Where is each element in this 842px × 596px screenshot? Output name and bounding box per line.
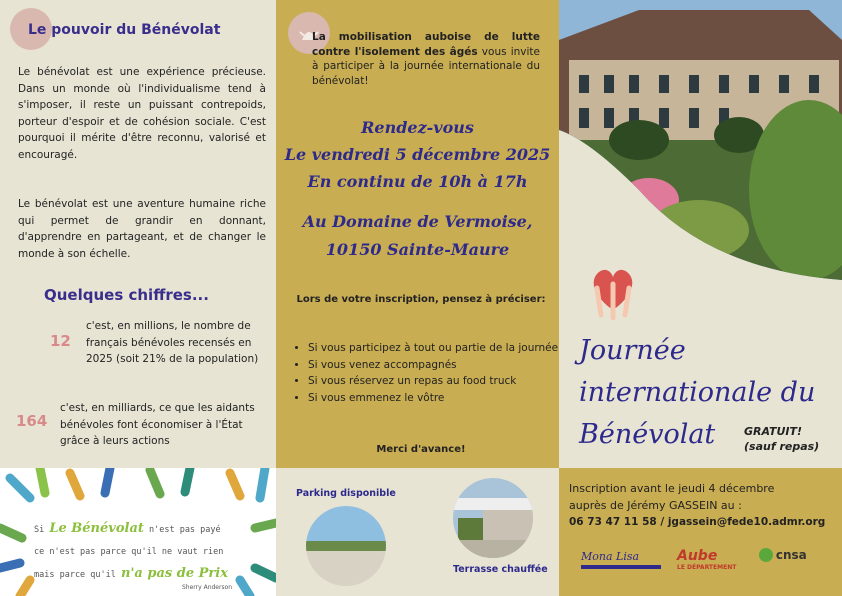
aube-logo xyxy=(677,548,736,571)
intro-rest: vous invite à participer à la journée internationale du bénévolat! xyxy=(312,45,540,87)
event-title-line: internationale du xyxy=(579,377,816,408)
quote-author: Sherry Anderson xyxy=(182,584,233,591)
event-title-line: Bénévolat xyxy=(579,419,716,450)
right-panel xyxy=(559,0,842,468)
inscription-note: Lors de votre inscription, pensez à préciser: xyxy=(296,294,546,305)
registration-contact: auprès de Jérémy GASSEIN au : xyxy=(569,499,742,512)
quote-part: n'est pas payé xyxy=(143,525,221,535)
terrace-caption: Terrasse chauffée xyxy=(453,564,548,575)
figure-text: c'est, en milliards, ce que les aidants bénévoles font économiser à l'État grâce à leurs actions xyxy=(60,402,255,447)
venue-address: 10150 Sainte-Maure xyxy=(325,240,510,259)
list-item: • Si vous réservez un repas au food truck xyxy=(308,373,568,390)
heart-hands-icon xyxy=(583,260,643,320)
intro-text xyxy=(312,30,540,88)
monalisa-logo xyxy=(581,550,661,569)
rdv-heading: Rendez-vous xyxy=(361,118,474,137)
registration-deadline: Inscription avant le jeudi 4 décembre xyxy=(569,482,775,495)
logo-subtext: LE DÉPARTEMENT xyxy=(677,564,737,571)
quote-part: mais parce qu'il xyxy=(34,570,121,580)
thanks-text: Merci d'avance! xyxy=(376,444,466,455)
section-title: Le pouvoir du Bénévolat xyxy=(28,22,221,38)
paragraph-adventure: Le bénévolat est une aventure humaine riche qui permet de grandir en donnant, d'apprendre en partageant, et de changer le monde à son échelle. xyxy=(18,198,266,260)
figure-text: c'est, en millions, le nombre de français bénévoles recensés en 2025 (soit 21% de la population) xyxy=(86,320,259,365)
parking-caption: Parking disponible xyxy=(296,488,396,499)
cnsa-logo xyxy=(759,548,807,562)
list-item: • Si vous participez à tout ou partie de la journée xyxy=(308,340,568,357)
figure-number: 164 xyxy=(16,412,48,430)
quote-text xyxy=(34,518,228,586)
chateau-photo xyxy=(559,0,842,280)
figure-number: 12 xyxy=(50,332,71,350)
registration-info xyxy=(569,480,834,531)
parking-photo xyxy=(306,506,386,586)
quote-block xyxy=(0,468,276,596)
bullet-list xyxy=(290,340,568,406)
rdv-date: Le vendredi 5 décembre 2025 xyxy=(284,145,551,164)
terrace-photo xyxy=(453,478,533,558)
event-title-line: Journée xyxy=(579,335,686,366)
price-exception: (sauf repas) xyxy=(744,440,820,453)
list-item: • Si vous venez accompagnés xyxy=(308,357,568,374)
quote-part: Si xyxy=(34,525,50,535)
venue-photos xyxy=(276,468,559,596)
list-item: • Si vous emmenez le vôtre xyxy=(308,390,568,407)
contact-details: 06 73 47 11 58 / jgassein@fede10.admr.org xyxy=(569,516,826,528)
logo-text: Mona Lisa xyxy=(581,550,640,563)
figures-title: Quelques chiffres... xyxy=(44,286,209,304)
paragraph-intro: Le bénévolat est une expérience précieuse. Dans un monde où l'individualisme tend à s'imposer, il reste un puissant contrepoids, porteur d'espoir et de cohésion sociale. C'est pourquoi il mérite d'être reconnu, valorisé et encouragé. xyxy=(18,66,266,161)
middle-panel xyxy=(276,0,559,468)
venue-name: Au Domaine de Vermoise, xyxy=(302,212,533,231)
left-panel xyxy=(0,0,276,468)
rdv-time: En continu de 10h à 17h xyxy=(307,172,528,191)
quote-highlight: Le Bénévolat xyxy=(49,521,144,536)
cnsa-icon xyxy=(759,548,773,562)
quote-line: ce n'est pas parce qu'il ne vaut rien xyxy=(34,547,224,557)
contact-block xyxy=(559,468,842,596)
logo-text: cnsa xyxy=(775,548,807,562)
price-free: GRATUIT! xyxy=(744,425,803,438)
price-note xyxy=(744,424,819,454)
quote-highlight: n'a pas de Prix xyxy=(121,566,228,581)
logo-text: Aube xyxy=(677,548,718,564)
intro-bold: La mobilisation auboise de lutte contre l'isolement des âgés xyxy=(312,31,540,58)
